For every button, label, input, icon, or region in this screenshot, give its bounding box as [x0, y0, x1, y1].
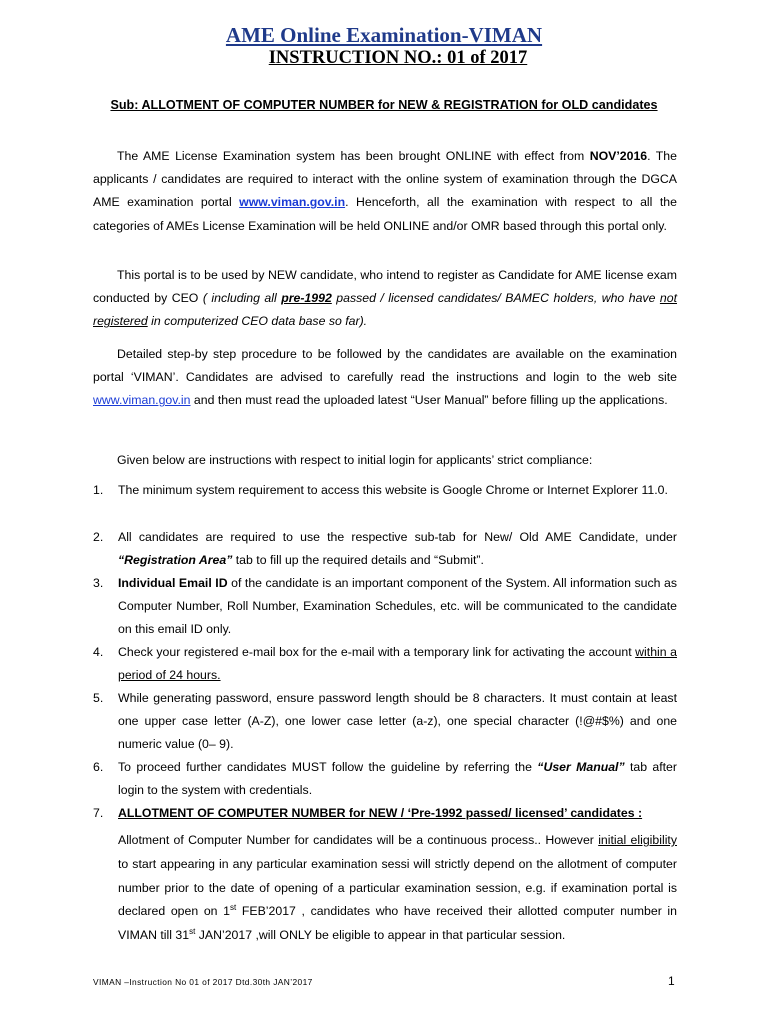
page-footer: VIMAN –Instruction No 01 of 2017 Dtd.30th JAN’2017: [93, 977, 313, 987]
instruction-number: INSTRUCTION NO.: 01 of 2017: [268, 48, 528, 68]
list-item-1: 1. The minimum system requirement to access this website is Google Chrome or Internet Explorer 11.0.: [93, 483, 668, 497]
list-item-4: 4. Check your registered e-mail box for the e-mail with a temporary link for activating the account within a period of 24 hours.: [93, 645, 677, 683]
document-title: AME Online Examination-VIMAN: [225, 23, 543, 47]
paragraph-1: The AME License Examination system has been brought ONLINE with effect from NOV’2016. The applicants / candidates are required to interact with the online system of examination through the DGCA AME examination portal www.viman.gov.in. Henceforth, all the examination with respect to all the categories of AMEs License Examination will be held ONLINE and/or OMR based through this portal only.: [93, 149, 677, 233]
paragraph-3: Detailed step-by step procedure to be followed by the candidates are available on the examination portal ‘VIMAN’. Candidates are advised to carefully read the instructions and login to the web site www.viman.gov.in and then must read the uploaded latest “User Manual” before filling up the applications.: [93, 347, 677, 408]
list-item-5: 5. While generating password, ensure password length should be 8 characters. It must contain at least one upper case letter (A-Z), one lower case letter (a-z), one special character (!@#$%) and one numeric value (0– 9).: [93, 691, 677, 752]
list-item-3: 3. Individual Email ID of the candidate is an important component of the System. All information such as Computer Number, Roll Number, Examination Schedules, etc. will be communicated to the candidate on this email ID only.: [93, 576, 678, 637]
list-item-2: 2. All candidates are required to use the respective sub-tab for New/ Old AME Candidate, under “Registration Area” tab to fill up the required details and “Submit”.: [93, 530, 677, 568]
start-date: NOV’2016: [589, 149, 648, 163]
portal-link[interactable]: www.viman.gov.in: [239, 195, 346, 210]
list-item-6: 6. To proceed further candidates MUST follow the guideline by referring the “User Manual” tab after login to the system with credentials.: [93, 760, 677, 798]
list-item-7: 7. ALLOTMENT OF COMPUTER NUMBER for NEW / ‘Pre-1992 passed/ licensed’ candidates :: [93, 806, 643, 820]
instructions-intro: Given below are instructions with respect to initial login for applicants’ strict compliance:: [117, 453, 593, 467]
page-number: 1: [668, 974, 675, 988]
item-7-body: Allotment of Computer Number for candidates will be a continuous process.. However initial eligibility to start appearing in any particular examination sessi will strictly depend on the allotment of computer number prior to the date of opening of a particular examination session, e.g. if examination portal is declared open on 1st FEB’2017 , candidates who have received their allotted computer number in VIMAN till 31st JAN’2017 ,will ONLY be eligible to appear in that particular session.: [118, 833, 678, 943]
subject-line: Sub: ALLOTMENT OF COMPUTER NUMBER for NEW & REGISTRATION for OLD candidates: [110, 98, 658, 112]
portal-link-2[interactable]: www.viman.gov.in: [93, 393, 191, 408]
paragraph-2: This portal is to be used by NEW candidate, who intend to register as Candidate for AME license exam conducted by CEO ( including all pre-1992 passed / licensed candidates/ BAMEC holders, who have not registered in computerized CEO data base so far).: [93, 268, 677, 329]
